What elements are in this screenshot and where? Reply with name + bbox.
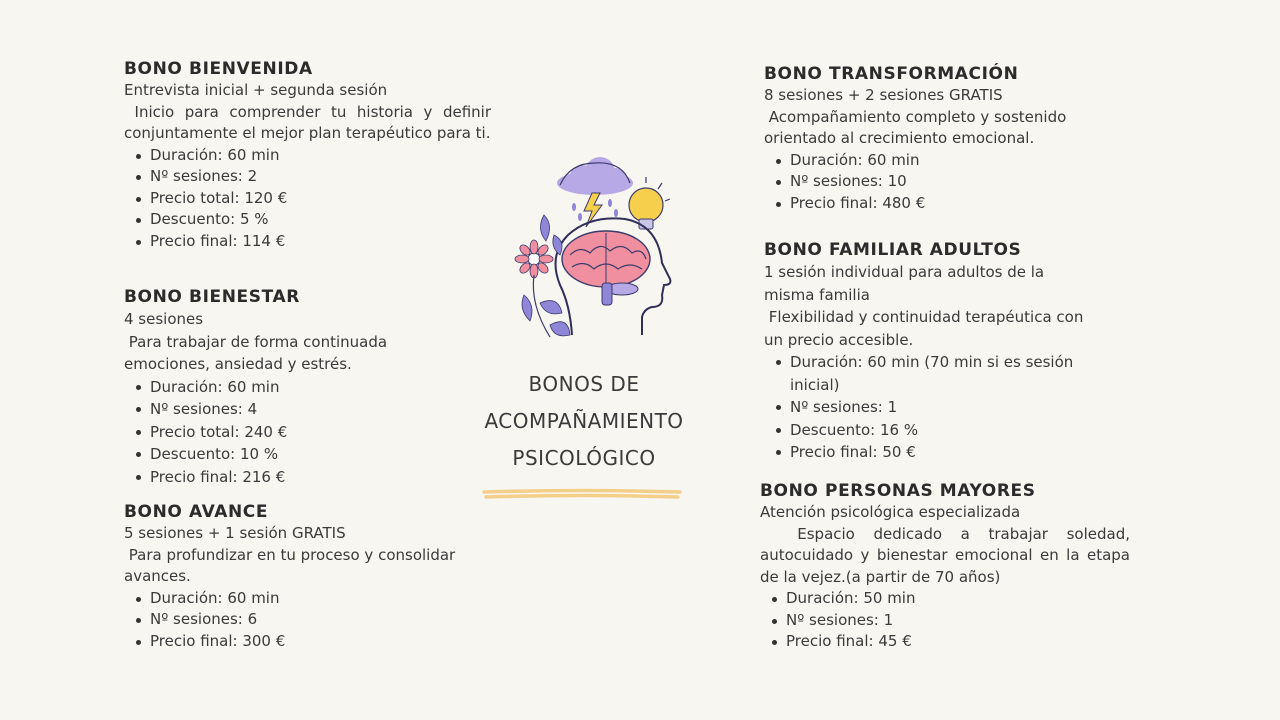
bono-personas-mayores bbox=[760, 480, 1135, 653]
bono-subtitle: Entrevista inicial + segunda sesión bbox=[124, 81, 388, 99]
title-line: BONOS DE bbox=[528, 372, 640, 396]
list-item: Descuento: 10 % bbox=[136, 443, 491, 466]
brain-icon bbox=[562, 231, 650, 305]
title-line: PSICOLÓGICO bbox=[512, 446, 656, 470]
page-title bbox=[470, 366, 698, 477]
leaf-icon bbox=[522, 215, 570, 336]
bono-subtitle: 4 sesiones bbox=[124, 310, 204, 328]
bono-details-list bbox=[776, 150, 1094, 215]
list-item: Nº sesiones: 2 bbox=[136, 166, 491, 188]
bono-subtitle: 5 sesiones + 1 sesión GRATIS bbox=[124, 524, 346, 542]
bono-description: Inicio para comprender tu historia y definir conjuntamente el mejor plan terapéutico para ti. bbox=[124, 102, 496, 142]
title-line: ACOMPAÑAMIENTO bbox=[484, 409, 684, 433]
list-item: Duración: 60 min bbox=[136, 588, 491, 610]
bono-title: BONO FAMILIAR ADULTOS bbox=[764, 240, 1022, 260]
list-item: Descuento: 16 % bbox=[776, 419, 1094, 442]
list-item: Duración: 60 min bbox=[136, 376, 491, 399]
list-item: Duración: 50 min bbox=[772, 588, 1130, 610]
list-item: Duración: 60 min bbox=[776, 150, 1094, 172]
list-item: Precio final: 45 € bbox=[772, 631, 1130, 653]
brain-head-icon bbox=[510, 155, 690, 345]
bono-description: Espacio dedicado a trabajar soledad, autocuidado y bienestar emocional en la etapa de la vejez.(a partir de 70 años) bbox=[760, 524, 1135, 586]
decorative-underline bbox=[482, 488, 682, 500]
list-item: Descuento: 5 % bbox=[136, 209, 491, 231]
bono-familiar-adultos bbox=[764, 239, 1094, 464]
bono-title: BONO PERSONAS MAYORES bbox=[760, 481, 1036, 501]
bono-description: Acompañamiento completo y sostenido orientado al crecimiento emocional. bbox=[764, 107, 1072, 147]
list-item: Nº sesiones: 1 bbox=[776, 396, 1094, 419]
list-item: Precio total: 120 € bbox=[136, 188, 491, 210]
bono-title: BONO TRANSFORMACIÓN bbox=[764, 64, 1019, 84]
bono-subtitle: 8 sesiones + 2 sesiones GRATIS bbox=[764, 86, 1003, 104]
list-item: Nº sesiones: 1 bbox=[772, 610, 1130, 632]
bono-title: BONO BIENESTAR bbox=[124, 287, 300, 307]
bono-bienvenida bbox=[124, 58, 496, 252]
bono-details-list bbox=[772, 588, 1130, 653]
list-item: Duración: 60 min (70 min si es sesión inicial) bbox=[776, 351, 1094, 396]
cloud-icon bbox=[557, 157, 633, 195]
bono-avance bbox=[124, 501, 491, 652]
list-item: Precio total: 240 € bbox=[136, 421, 491, 444]
list-item: Precio final: 480 € bbox=[776, 193, 1094, 215]
list-item: Precio final: 114 € bbox=[136, 231, 491, 253]
bono-subtitle: 1 sesión individual para adultos de la misma familia bbox=[764, 263, 1045, 304]
bono-description: Flexibilidad y continuidad terapéutica con un precio accesible. bbox=[764, 308, 1089, 349]
bono-details-list bbox=[776, 351, 1094, 464]
bono-title: BONO AVANCE bbox=[124, 502, 269, 522]
list-item: Precio final: 50 € bbox=[776, 441, 1094, 464]
bono-title: BONO BIENVENIDA bbox=[124, 59, 313, 79]
flower-icon bbox=[515, 240, 553, 337]
list-item: Duración: 60 min bbox=[136, 145, 491, 167]
list-item: Precio final: 216 € bbox=[136, 466, 491, 489]
bono-description: Para trabajar de forma continuada emociones, ansiedad y estrés. bbox=[124, 332, 392, 373]
list-item: Nº sesiones: 6 bbox=[136, 609, 491, 631]
bono-transformacion bbox=[764, 63, 1094, 214]
bono-bienestar bbox=[124, 286, 491, 488]
list-item: Nº sesiones: 10 bbox=[776, 171, 1094, 193]
bono-description: Para profundizar en tu proceso y consolidar avances. bbox=[124, 545, 460, 585]
list-item: Nº sesiones: 4 bbox=[136, 398, 491, 421]
bono-details-list bbox=[136, 145, 491, 253]
bono-details-list bbox=[136, 588, 491, 653]
bono-subtitle: Atención psicológica especializada bbox=[760, 503, 1021, 521]
list-item: Precio final: 300 € bbox=[136, 631, 491, 653]
bono-details-list bbox=[136, 376, 491, 489]
